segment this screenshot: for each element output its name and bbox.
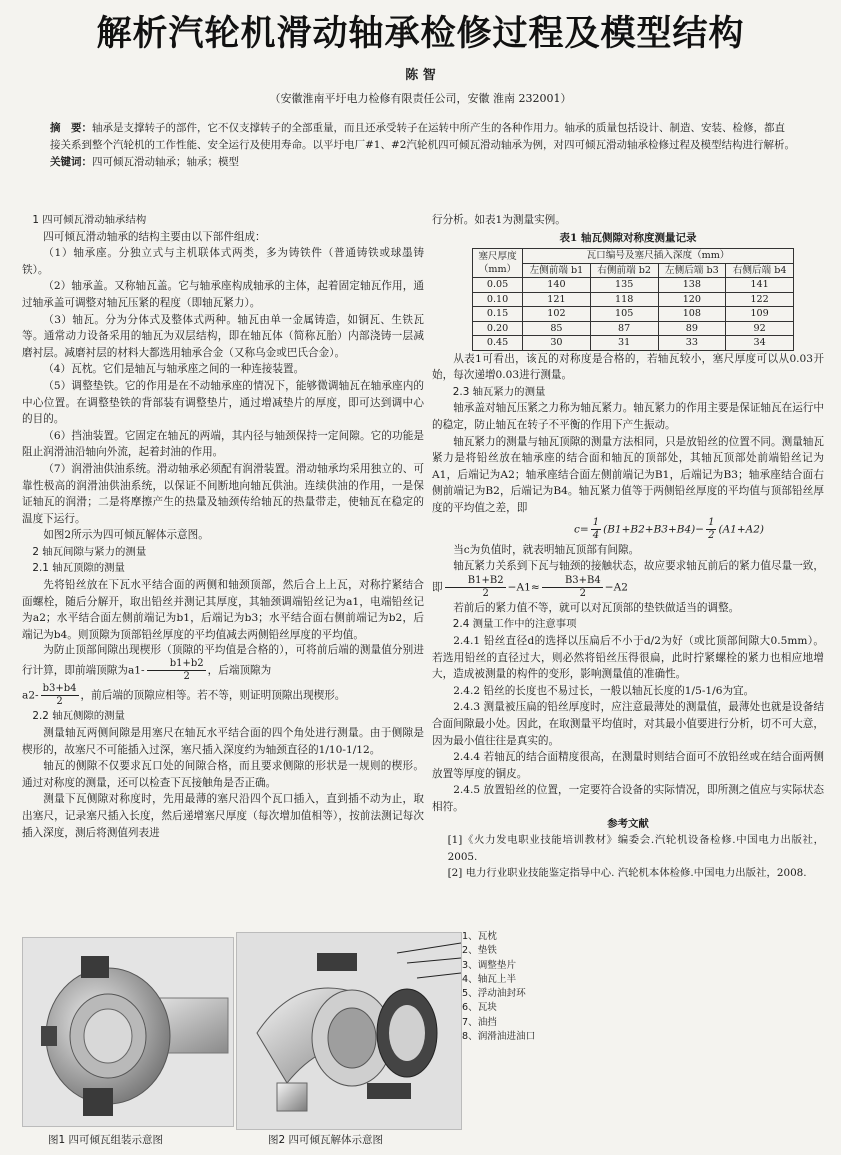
denominator: 2 bbox=[183, 671, 190, 683]
keywords-label: 关键词： bbox=[50, 156, 92, 168]
text-run: 轴瓦紧力关系到下瓦与轴颈的接触状态，故应要求轴瓦前后的紧力值尽量一致，即 bbox=[432, 560, 824, 594]
table-cell: 34 bbox=[726, 336, 794, 351]
paragraph: （7）润滑油供油系统。滑动轴承必须配有润滑装置。滑动轴承均采用独立的、可靠性极高的润滑油供油系统，以保证不间断地向轴瓦供油。连续供油的作用，一是保证轴瓦的润滑；二是将摩擦产生的热量及轴颈传给轴瓦的热量带走，使轴瓦在稳定的温度下运行。 bbox=[22, 462, 424, 525]
reference-item: [2] 电力行业职业技能鉴定指导中心. 汽轮机本体检修.中国电力出版社，2008. bbox=[447, 867, 807, 880]
table-cell: 0.15 bbox=[473, 307, 523, 322]
numerator: b3+b4 bbox=[42, 683, 77, 695]
paragraph: 2.4.5 放置铅丝的位置，一定要符合设备的实际情况，即所测之值应与实际状态相符。 bbox=[432, 784, 824, 813]
figure-legend bbox=[462, 930, 602, 1044]
paragraph bbox=[22, 683, 424, 708]
reference-item: [1]《火力发电职业技能培训教材》编委会.汽轮机设备检修.中国电力出版社，2005. bbox=[447, 834, 824, 863]
table-cell: 140 bbox=[523, 278, 591, 293]
paragraph: 从表1可看出，该瓦的对称度是合格的，若轴瓦较小，塞尺厚度可以从0.03开始，每次递增0.03进行测量。 bbox=[432, 352, 824, 382]
table-cell: 141 bbox=[726, 278, 794, 293]
figure-2-image bbox=[236, 932, 462, 1130]
paragraph bbox=[432, 558, 824, 600]
paragraph: 轴瓦紧力的测量与轴瓦顶隙的测量方法相同，只是放铅丝的位置不同。测量轴瓦紧力是将铅丝放在轴承座的结合面和轴瓦的顶部处，其轴瓦顶部处前端铅丝记为A1，后端记为A2；轴承座结合面左侧前端记为B1，后端记为B3；轴承座结合面右侧前端记为B2，后端记为B4。轴瓦紧力值等于两侧铅丝厚度的平均值与顶部铅丝厚度的平均值之差，即 bbox=[432, 435, 824, 515]
fraction bbox=[147, 658, 206, 683]
denominator: 2 bbox=[482, 587, 489, 599]
table-row bbox=[473, 336, 794, 351]
paragraph: 如图2所示为四可倾瓦解体示意图。 bbox=[43, 529, 209, 542]
denominator: 4 bbox=[592, 529, 600, 541]
text-run: −A1≈ bbox=[507, 581, 540, 594]
table-cell: 135 bbox=[590, 278, 658, 293]
right-column bbox=[432, 212, 824, 882]
table-header-cell: 左侧前端 b1 bbox=[523, 263, 591, 278]
table-cell: 33 bbox=[658, 336, 726, 351]
table-row bbox=[473, 292, 794, 307]
legend-item: 6、瓦块 bbox=[462, 1002, 497, 1014]
legend-item: 1、瓦枕 bbox=[462, 931, 497, 942]
paragraph bbox=[22, 643, 424, 683]
table-caption: 表1 轴瓦侧隙对称度测量记录 bbox=[559, 231, 697, 244]
legend-item: 8、润滑油进油口 bbox=[462, 1031, 536, 1043]
paragraph: 测量下瓦侧隙对称度时，先用最薄的塞尺沿四个瓦口插入，直到插不动为止，取出塞尺，记录塞尺插入长度，然后递增塞尺厚度（每次增加值相等），按前法测记每次插入深度，测后将测值列表进 bbox=[22, 793, 424, 839]
paper-title: 解析汽轮机滑动轴承检修过程及模型结构 bbox=[96, 14, 745, 54]
header-unit: （mm） bbox=[478, 264, 517, 276]
table-header-cell: 右侧后端 b4 bbox=[726, 263, 794, 278]
subsection-heading: 2.3 轴瓦紧力的测量 bbox=[452, 385, 546, 398]
abstract bbox=[50, 120, 795, 171]
left-column bbox=[22, 212, 424, 841]
table-cell: 92 bbox=[726, 321, 794, 336]
table-cell: 30 bbox=[523, 336, 591, 351]
references bbox=[432, 816, 824, 882]
numerator: 1 bbox=[708, 516, 715, 528]
table-row bbox=[473, 278, 794, 293]
measurement-table bbox=[472, 248, 794, 351]
table-cell: 102 bbox=[523, 307, 591, 322]
paragraph: （6）挡油装置。它固定在轴瓦的两端，其内径与轴颈保持一定间隙。它的功能是阻止润滑油沿轴向外流，起着封油的作用。 bbox=[22, 429, 424, 459]
abstract-text: 轴承是支撑转子的部件，它不仅支撑转子的全部重量，而且还承受转子在运转中所产生的各种作用力。轴承的质量包括设计、制造、安装、检修，都直接关系到整个汽轮机的工作性能、安全运行及使用寿命。以平圩电厂#1、#2汽轮机四可倾瓦滑动轴承为例，对四可倾瓦滑动轴承检修过程及模型结构进行解析。 bbox=[50, 122, 795, 151]
paragraph: 2.4.2 铅丝的长度也不易过长，一般以轴瓦长度的1/5-1/6为宜。 bbox=[453, 684, 755, 697]
numerator: b1+b2 bbox=[147, 658, 206, 671]
legend-item: 3、调整垫片 bbox=[462, 959, 517, 971]
text-run: −A2 bbox=[604, 581, 629, 594]
fraction bbox=[591, 517, 601, 542]
paragraph: 行分析。如表1为测量实例。 bbox=[432, 214, 566, 226]
table-header-row bbox=[473, 249, 794, 264]
fraction bbox=[41, 683, 79, 708]
paragraph: 四可倾瓦滑动轴承的结构主要由以下部件组成： bbox=[43, 230, 266, 243]
fraction bbox=[445, 575, 506, 600]
table-cell: 109 bbox=[726, 307, 794, 322]
table-cell: 87 bbox=[590, 321, 658, 336]
table-cell: 122 bbox=[726, 292, 794, 307]
paragraph: （3）轴瓦。分为分体式及整体式两种。轴瓦由单一金属铸造，如铜瓦、生铁瓦等。通常动力设备采用的轴瓦为双层结构，即在轴瓦体（简称瓦胎）内部浇铸一层减磨衬层。减磨衬层的材料大都选用轴承合金（又称乌金或巴氏合金）。 bbox=[22, 313, 424, 359]
paragraph: 先将铅丝放在下瓦水平结合面的两侧和轴颈顶部，然后合上上瓦，对称拧紧结合面螺栓，随后分解开，取出铅丝并测记其厚度，其轴颈调端铅丝记为a1，电端铅丝记为a2；水平结合面左侧前端记为b1，后端记为b3；水平结合面右侧前端记为b2，后端记为b4。则顶隙为顶部铅丝厚度的平均值减去两侧铅丝厚度的平均值。 bbox=[22, 579, 424, 641]
header-text: 塞尺厚度 bbox=[478, 250, 517, 262]
text-run: 为防止顶部间隙出现楔形（顶隙的平均值是合格的），可将前后端的测量值分别进行计算，即前端顶隙为 bbox=[22, 644, 424, 677]
table-cell: 108 bbox=[658, 307, 726, 322]
table-cell: 31 bbox=[590, 336, 658, 351]
affiliation: （安徽淮南平圩电力检修有限责任公司，安徽 淮南 232001） bbox=[269, 92, 572, 105]
bearing-exploded-illustration bbox=[237, 933, 461, 1129]
table-cell: 121 bbox=[523, 292, 591, 307]
table-row bbox=[473, 307, 794, 322]
paragraph: （4）瓦枕。它们是轴瓦与轴承座之间的一种连接装置。 bbox=[43, 363, 305, 376]
text-run: a1- bbox=[127, 664, 145, 677]
subsection-heading: 2.1 轴瓦顶隙的测量 bbox=[32, 562, 125, 575]
table-cell: 138 bbox=[658, 278, 726, 293]
numerator: 1 bbox=[592, 516, 600, 528]
paragraph: 2.4.1 铅丝直径d的选择以压扁后不小于d/2为好（或比顶部间隙大0.5mm）。若选用铅丝的直径过大，则必然将铅丝压得很扁，此时拧紧螺栓的紧力也相应地增大，造成被测量的构件的变形，影响测量值的准确性。 bbox=[432, 635, 824, 681]
formula-part: (A1+A2) bbox=[718, 523, 764, 536]
table-row bbox=[473, 321, 794, 336]
table-cell: 0.45 bbox=[473, 336, 523, 351]
text-run: a2- bbox=[22, 689, 39, 702]
paragraph: 轴瓦的侧隙不仅要求瓦口处的间隙合格，而且要求侧隙的形状是一规则的楔形。通过对称度的测量，还可以检查下瓦接触角是否正确。 bbox=[22, 760, 424, 789]
table-cell: 89 bbox=[658, 321, 726, 336]
legend-item: 7、油挡 bbox=[462, 1016, 497, 1028]
legend-item: 5、浮动油封环 bbox=[462, 988, 526, 1000]
references-heading: 参考文献 bbox=[607, 817, 649, 830]
fraction bbox=[706, 517, 716, 542]
text-run: ，前后端的顶隙应相等。若不等，则证明顶隙出现楔形。 bbox=[80, 689, 346, 702]
table-cell: 0.10 bbox=[473, 292, 523, 307]
subsection-heading: 2.2 轴瓦侧隙的测量 bbox=[32, 710, 125, 723]
paragraph: 若前后的紧力值不等，就可以对瓦顶部的垫铁做适当的调整。 bbox=[453, 601, 740, 614]
formula-part: c= bbox=[574, 523, 589, 536]
table-cell: 0.05 bbox=[473, 278, 523, 293]
paragraph: 2.4.4 若轴瓦的结合面精度很高，在测量时则结合面可不放铅丝或在结合面两侧放置等厚度的铜皮。 bbox=[432, 751, 824, 780]
figure-1-caption: 图1 四可倾瓦组装示意图 bbox=[48, 1134, 164, 1146]
table-cell: 118 bbox=[590, 292, 658, 307]
formula-part: (B1+B2+B3+B4)− bbox=[603, 523, 705, 536]
table-cell: 120 bbox=[658, 292, 726, 307]
bearing-assembly-illustration bbox=[23, 938, 233, 1126]
denominator: 2 bbox=[579, 587, 587, 599]
table-header-cell: 右侧前端 b2 bbox=[590, 263, 658, 278]
figure-1-image bbox=[22, 937, 234, 1127]
table-header-cell: 瓦口编号及塞尺插入深度（mm） bbox=[523, 249, 794, 264]
numerator: B3+B4 bbox=[542, 575, 603, 588]
denominator: 2 bbox=[56, 696, 63, 708]
denominator: 2 bbox=[708, 529, 715, 541]
text-run: ，后端顶隙为 bbox=[207, 664, 272, 677]
numerator: B1+B2 bbox=[445, 575, 506, 588]
paragraph: 测量轴瓦两侧间隙是用塞尺在轴瓦水平结合面的四个角处进行测量。由于侧隙是楔形的，故塞尺不可能插入过深，塞尺插入深度约为轴颈直径的1/10-1/12。 bbox=[22, 727, 424, 756]
table-header-cell bbox=[473, 249, 523, 278]
paragraph: （5）调整垫铁。它的作用是在不动轴承座的情况下，能够微调轴瓦在轴承座内的中心位置。在调整垫铁的背部装有调整垫片，通过增减垫片的厚度，即可达到调中心的目的。 bbox=[22, 379, 424, 426]
author: 陈 智 bbox=[405, 68, 436, 83]
abstract-label: 摘 要： bbox=[50, 122, 92, 134]
paragraph: （2）轴承盖。又称轴瓦盖。它与轴承座构成轴承的主体，起着固定轴瓦作用，通过轴承盖可调整对轴瓦压紧的程度（即轴瓦紧力）。 bbox=[22, 280, 424, 309]
paragraph: 当c为负值时，就表明轴瓦顶部有间隙。 bbox=[453, 543, 640, 556]
paragraph: （1）轴承座。分独立式与主机联体式两类，多为铸铁件（普通铸铁或球墨铸铁）。 bbox=[22, 247, 424, 276]
table-cell: 105 bbox=[590, 307, 658, 322]
subsection-heading: 2.4 测量工作中的注意事项 bbox=[452, 618, 577, 631]
section-heading: 1 四可倾瓦滑动轴承结构 bbox=[32, 214, 147, 226]
table-cell: 0.20 bbox=[473, 321, 523, 336]
fraction bbox=[542, 575, 603, 600]
paragraph: 轴承盖对轴瓦压紧之力称为轴瓦紧力。轴瓦紧力的作用主要是保证轴瓦在运行中的稳定，防止轴瓦在转子不平衡的作用下产生振动。 bbox=[432, 402, 824, 432]
paragraph: 2.4.3 测量被压扁的铅丝厚度时，应注意最薄处的测量值，最薄处也就是设备结合面间隙最小处。因此，在取测量平均值时，对其最小值要进行分析，切不可大意，因为最小值往往是真实的。 bbox=[432, 701, 824, 747]
legend-item: 2、垫铁 bbox=[462, 945, 497, 957]
table-header-cell: 左侧后端 b3 bbox=[658, 263, 726, 278]
keywords-text: 四可倾瓦滑动轴承；轴承；模型 bbox=[92, 156, 239, 168]
table-cell: 85 bbox=[523, 321, 591, 336]
figure-2-caption: 图2 四可倾瓦解体示意图 bbox=[268, 1134, 384, 1146]
legend-item: 4、轴瓦上半 bbox=[462, 973, 517, 985]
section-heading: 2 轴瓦间隙与紧力的测量 bbox=[32, 545, 147, 558]
formula bbox=[432, 517, 824, 542]
